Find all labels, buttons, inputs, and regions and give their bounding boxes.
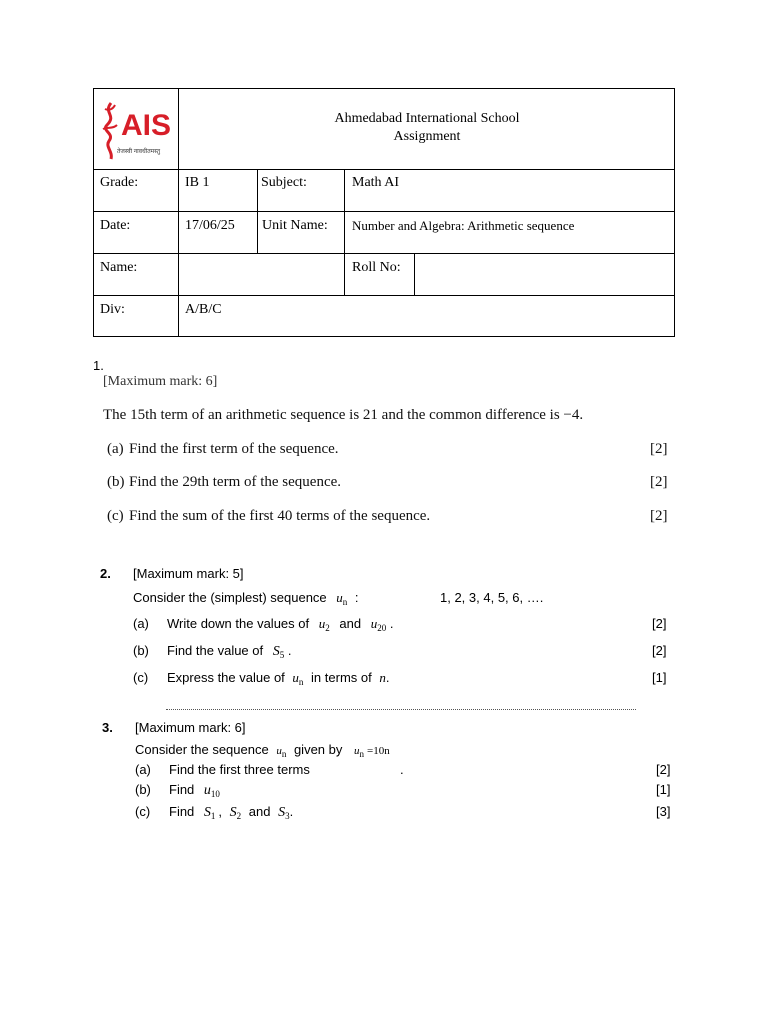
q3-part-b-marks: [1] [656,782,671,797]
col-divider [414,254,415,295]
var-letter: u [276,745,282,757]
q3-part-a-label: (a) [135,762,151,777]
col-divider [344,170,345,211]
q1-stem: The 15th term of an arithmetic sequence is 21 and the common difference is −4. [103,407,584,423]
var-sub: n [359,749,364,759]
var-sub: 1 [210,811,216,821]
q3-max-mark: [Maximum mark: 6] [135,720,246,735]
and-word: and [339,616,362,631]
var-letter: S [229,805,237,820]
q3-part-a-dot: . [400,762,404,777]
col-divider [344,254,345,295]
q3-part-a-text: Find the first three terms [169,762,310,777]
var-sub: 2 [236,811,242,821]
q2-stem [133,590,359,607]
q2-part-c-marks: [1] [652,670,667,685]
q2-stem-var [336,590,347,605]
q2-colon: : [354,590,359,605]
q3-part-a-marks: [2] [656,762,671,777]
q3-part-c-stem: Find [169,804,195,819]
var-sub: n [281,749,287,759]
q2-part-b-text [167,643,292,660]
div-label: Div: [100,302,125,317]
logo-text: AIS [121,109,172,142]
q3-number: 3. [102,720,113,735]
q1-part-b-label: (b) [107,474,125,490]
var-n: n [379,670,386,685]
subject-value: Math AI [352,175,400,190]
var-u10 [204,783,220,798]
var-letter: u [318,616,326,631]
q2-part-c-stem: Express the value of [167,670,285,685]
roll-no-field[interactable] [420,260,660,280]
col-divider [344,212,345,253]
q2-part-a-text [167,616,393,633]
grade-label: Grade: [100,175,139,190]
q2-max-mark: [Maximum mark: 5] [133,566,244,581]
period: . [287,643,292,658]
period: . [289,804,294,819]
q1-max-mark: [Maximum mark: 6] [103,374,218,389]
var-letter: u [292,670,299,685]
var-letter: u [203,783,211,798]
subject-label: Subject: [261,175,307,190]
grade-value: IB 1 [185,175,210,190]
period: . [389,616,394,631]
formula-rhs: =10n [367,745,390,757]
q3-part-c-text [169,804,293,821]
q3-part-b-text [169,782,220,799]
comma: , [218,804,223,819]
q3-stem-mid: given by [293,742,343,757]
q2-part-a-stem: Write down the values of [167,616,310,631]
q3-stem-var [276,745,286,757]
q3-stem-text: Consider the sequence [135,742,269,757]
q2-part-c-text [167,670,389,687]
q2-part-b-label: (b) [133,643,149,658]
row-divider [94,169,674,170]
div-value: A/B/C [185,302,222,317]
var-un [292,670,303,685]
q2-part-c-label: (c) [133,670,149,685]
q3-formula [354,745,390,757]
header-table [93,88,675,337]
col-divider [257,212,258,253]
and-word: and [248,804,271,819]
col-divider [257,170,258,211]
var-letter: S [278,805,286,820]
var-sub: n [298,677,304,687]
var-letter: S [272,644,280,659]
var-sub: 2 [325,623,330,633]
q3-part-c-marks: [3] [656,804,671,819]
q2-part-b-marks: [2] [652,643,667,658]
q1-part-a-marks: [2] [650,441,668,457]
q1-part-c-text: Find the sum of the first 40 terms of the sequence. [129,508,431,524]
var-u20 [371,616,387,631]
q1-part-b-marks: [2] [650,474,668,490]
var-sub: 20 [377,623,387,633]
name-field[interactable] [185,260,335,280]
q2-part-a-marks: [2] [652,616,667,631]
var-s3 [278,805,290,820]
var-letter: u [370,616,378,631]
date-value: 17/06/25 [185,218,235,233]
var-u2 [319,616,330,631]
var-sub: 5 [279,650,285,660]
q2-part-a-label: (a) [133,616,149,631]
var-sub: 3 [285,811,290,821]
q1-number: 1. [93,358,104,373]
q2-stem-text: Consider the (simplest) sequence [133,590,327,605]
row-divider [94,211,674,212]
school-name: Ahmedabad International School [334,111,520,126]
q2-part-c-mid: in terms of [311,670,372,685]
q3-part-c-label: (c) [135,804,151,819]
q1-part-a-label: (a) [107,441,124,457]
var-u: u [336,590,343,605]
row-divider [94,253,674,254]
name-label: Name: [100,260,138,275]
q3-part-b-stem: Find [169,782,195,797]
logo-subtitle: तेजस्वी नावधीतमस्तु [117,149,160,155]
var-letter: S [203,805,211,820]
q2-part-b-stem: Find the value of [167,643,264,658]
q1-part-c-marks: [2] [650,508,668,524]
q1-part-a-text: Find the first term of the sequence. [129,441,339,457]
q2-sequence: 1, 2, 3, 4, 5, 6, …. [440,590,544,605]
unit-value: Number and Algebra: Arithmetic sequence [352,218,575,233]
dotted-separator [166,709,636,710]
document-type: Assignment [393,129,461,144]
roll-no-label: Roll No: [352,260,401,275]
row-divider [94,295,674,296]
q1-part-b-text: Find the 29th term of the sequence. [129,474,342,490]
var-s1 [204,805,216,820]
date-label: Date: [100,218,131,233]
var-letter: u [354,745,360,757]
var-sub: n [342,597,348,607]
var-s2 [230,805,242,820]
q2-number: 2. [100,566,111,581]
q1-part-c-label: (c) [107,508,124,524]
unit-label: Unit Name: [262,218,328,233]
q3-stem [135,742,390,759]
var-s5 [273,644,285,659]
q3-part-b-label: (b) [135,782,151,797]
period: . [385,670,390,685]
school-logo [97,99,177,159]
var-sub: 10 [210,789,220,799]
